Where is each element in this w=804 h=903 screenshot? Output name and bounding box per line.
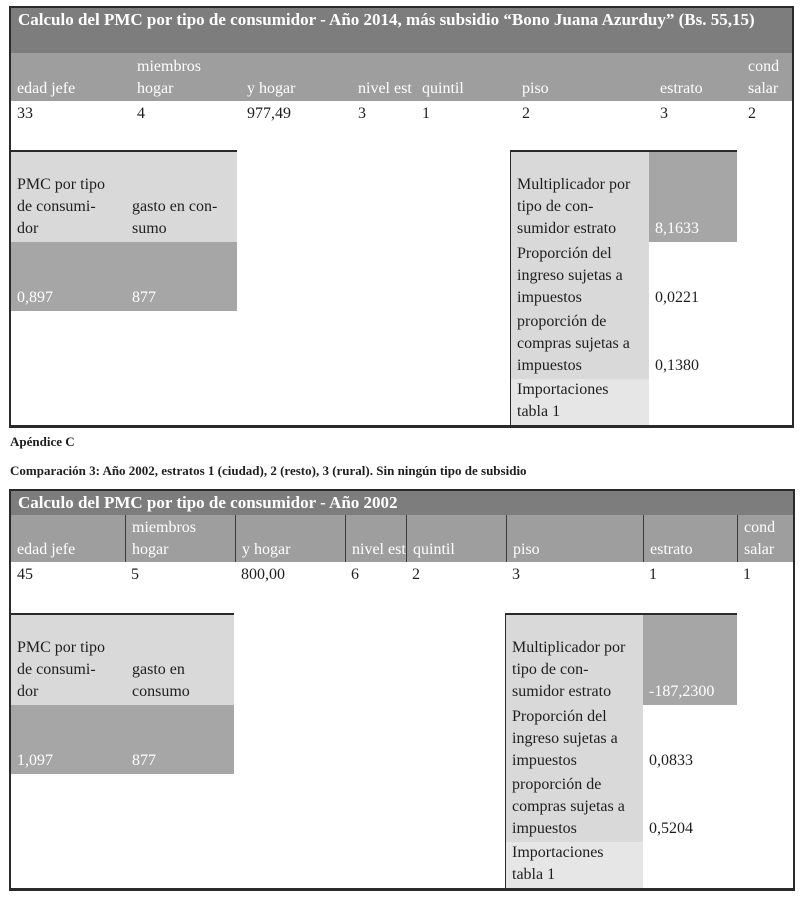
header-nivel-est: nivel est	[345, 515, 406, 562]
multiplicador-value-text: 8,1633	[655, 220, 699, 237]
comparison-heading: Comparación 3: Año 2002, estratos 1 (ciudad), 2 (resto), 3 (rural). Sin ningún tipo de subsidio	[10, 463, 527, 478]
prop-ingreso-value	[649, 242, 737, 311]
prop-ingreso-label-text: Proporción del ingreso sujetas a impuestos	[517, 245, 623, 306]
header-y-hogar: y hogar	[235, 515, 345, 562]
multiplicador-value	[649, 152, 737, 242]
pmc-label	[11, 152, 126, 242]
header-piso: piso	[506, 515, 643, 562]
importaciones-label-text: Importaciones tabla 1	[517, 381, 609, 420]
header-miembros-hogar: miembros hogar	[137, 58, 201, 97]
header-nivel-est: nivel est	[358, 80, 412, 97]
pmc-label	[11, 615, 126, 705]
prop-compras-label	[506, 774, 643, 842]
value-piso: 3	[512, 566, 520, 583]
value-cond-salar: 2	[748, 105, 756, 122]
gasto-label-text: gasto en consumo	[132, 661, 190, 700]
gasto-value	[126, 242, 237, 311]
multiplicador-label	[511, 152, 649, 242]
header-cond-salar: cond salar	[737, 515, 793, 562]
header-edad-jefe: edad jefe	[17, 541, 76, 558]
header-piso: piso	[522, 80, 549, 97]
multiplicador-value	[643, 615, 737, 705]
value-miembros-hogar: 4	[137, 105, 145, 122]
value-estrato: 1	[649, 566, 657, 583]
table-1-title: Calculo del PMC por tipo de consumidor - Año 2014, más subsidio “Bono Juana Azurduy” (Bs. 55,15)	[11, 8, 792, 53]
header-cond-salar: cond salar	[748, 58, 780, 97]
table-1-data-row	[11, 101, 792, 127]
value-estrato: 3	[660, 105, 668, 122]
importaciones-label	[506, 842, 643, 888]
table-2-title: Calculo del PMC por tipo de consumidor - Año 2002	[11, 491, 793, 515]
prop-ingreso-value-text: 0,0833	[649, 752, 693, 769]
prop-ingreso-label	[511, 242, 649, 311]
appendix-heading: Apéndice C	[10, 434, 75, 449]
value-quintil: 1	[422, 105, 430, 122]
pmc-value-text: 0,897	[17, 289, 53, 306]
multiplicador-label-text: Multiplicador por tipo de con- sumidor estrato	[512, 639, 626, 700]
header-estrato: estrato	[643, 515, 737, 562]
pmc-value-text: 1,097	[17, 752, 53, 769]
pmc-value	[11, 242, 126, 311]
value-piso: 2	[522, 105, 530, 122]
prop-compras-value	[649, 311, 737, 379]
value-edad-jefe: 33	[17, 105, 33, 122]
prop-compras-label-text: proporción de compras sujetas a impuestos	[517, 313, 630, 374]
value-nivel-est: 3	[358, 105, 366, 122]
multiplicador-label	[506, 615, 643, 705]
prop-ingreso-value	[643, 705, 737, 774]
value-y-hogar: 977,49	[247, 105, 291, 122]
gasto-label-text: gasto en con- sumo	[132, 198, 218, 237]
gasto-value-text: 877	[132, 289, 156, 306]
multiplicador-value-text: -187,2300	[649, 683, 715, 700]
header-y-hogar: y hogar	[247, 80, 296, 97]
prop-compras-value-text: 0,1380	[655, 357, 699, 374]
table-1-header-row	[11, 53, 792, 101]
prop-ingreso-label	[506, 705, 643, 774]
header-quintil: quintil	[406, 515, 506, 562]
prop-ingreso-label-text: Proporción del ingreso sujetas a impuestos	[512, 708, 618, 769]
pmc-label-text: PMC por tipo de consumi- dor	[17, 639, 106, 700]
prop-compras-value	[643, 774, 737, 842]
value-quintil: 2	[412, 566, 420, 583]
value-nivel-est: 6	[351, 566, 359, 583]
value-y-hogar: 800,00	[241, 566, 285, 583]
header-miembros-hogar: miembros hogar	[125, 515, 235, 562]
prop-compras-label	[511, 311, 649, 379]
value-edad-jefe: 45	[17, 566, 33, 583]
table-2-header-row	[11, 515, 793, 562]
header-estrato: estrato	[660, 80, 703, 97]
gasto-label	[126, 615, 234, 705]
prop-compras-value-text: 0,5204	[649, 820, 693, 837]
multiplicador-label-text: Multiplicador por tipo de con- sumidor estrato	[517, 176, 631, 237]
value-cond-salar: 1	[743, 566, 751, 583]
prop-ingreso-value-text: 0,0221	[655, 289, 699, 306]
importaciones-label	[511, 379, 649, 425]
value-miembros-hogar: 5	[131, 566, 139, 583]
prop-compras-label-text: proporción de compras sujetas a impuestos	[512, 776, 625, 837]
pmc-label-text: PMC por tipo de consumi- dor	[17, 176, 106, 237]
table-2-data-row	[11, 562, 793, 588]
importaciones-label-text: Importaciones tabla 1	[512, 844, 604, 883]
pmc-value	[11, 705, 126, 774]
gasto-value	[126, 705, 234, 774]
header-edad-jefe: edad jefe	[17, 80, 76, 97]
header-quintil: quintil	[422, 80, 464, 97]
gasto-value-text: 877	[132, 752, 156, 769]
gasto-label	[126, 152, 237, 242]
